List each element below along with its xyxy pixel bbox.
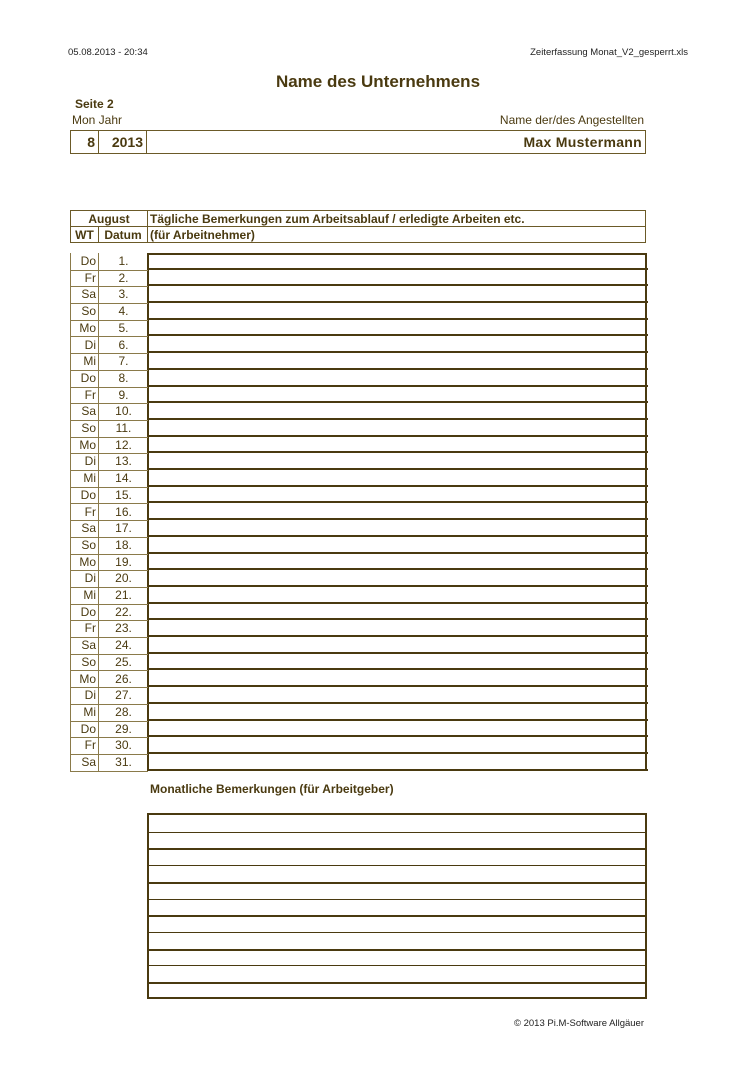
table-row bbox=[70, 520, 648, 537]
weekday-cell: Do bbox=[80, 604, 96, 619]
monthly-remark-line bbox=[149, 848, 645, 850]
weekday-cell: Mi bbox=[83, 704, 96, 719]
daily-remark-field[interactable] bbox=[148, 286, 648, 303]
daily-remark-field[interactable] bbox=[148, 537, 648, 554]
weekday-cell: Mo bbox=[79, 554, 96, 569]
table-row bbox=[70, 487, 648, 504]
date-cell: 12. bbox=[115, 437, 132, 452]
date-cell: 14. bbox=[115, 471, 132, 486]
weekday-cell: Mo bbox=[79, 437, 96, 452]
daily-remark-field[interactable] bbox=[148, 253, 648, 270]
weekday-cell: Sa bbox=[81, 287, 96, 302]
mon-jahr-label: Mon Jahr bbox=[72, 113, 123, 127]
date-cell: 30. bbox=[115, 738, 132, 753]
daily-remark-field[interactable] bbox=[148, 320, 648, 337]
monthly-remark-line bbox=[149, 899, 645, 900]
daily-table bbox=[70, 253, 648, 773]
weekday-cell: Do bbox=[80, 370, 96, 385]
date-cell: 9. bbox=[118, 387, 129, 402]
weekday-cell: Sa bbox=[81, 404, 96, 419]
table-row bbox=[70, 286, 648, 303]
weekday-cell: Do bbox=[80, 487, 96, 502]
date-cell: 5. bbox=[118, 320, 129, 335]
date-cell: 19. bbox=[115, 554, 132, 569]
daily-remark-field[interactable] bbox=[148, 487, 648, 504]
weekday-cell: So bbox=[81, 421, 96, 435]
daily-remark-field[interactable] bbox=[148, 570, 648, 587]
daily-remark-field[interactable] bbox=[148, 420, 648, 437]
date-cell: 22. bbox=[115, 604, 132, 619]
daily-remark-field[interactable] bbox=[148, 554, 648, 571]
weekday-cell: Mo bbox=[79, 671, 96, 686]
date-cell: 8. bbox=[118, 370, 129, 385]
monthly-remark-line bbox=[149, 965, 645, 966]
remarks-subtitle: (für Arbeitnehmer) bbox=[150, 228, 255, 242]
month-name: August bbox=[71, 211, 148, 227]
weekday-cell: Mi bbox=[83, 471, 96, 486]
date-cell: 25. bbox=[115, 654, 132, 669]
table-row bbox=[70, 570, 648, 587]
table-row bbox=[70, 470, 648, 487]
daily-remark-field[interactable] bbox=[148, 270, 648, 287]
table-row bbox=[70, 353, 648, 370]
weekday-cell: Fr bbox=[84, 270, 96, 285]
weekday-cell: Sa bbox=[81, 755, 96, 769]
page-label: Seite 2 bbox=[75, 97, 114, 111]
monthly-remark-line bbox=[149, 982, 645, 984]
file-name: Zeiterfassung Monat_V2_gesperrt.xls bbox=[530, 47, 688, 58]
table-row bbox=[70, 453, 648, 470]
table-row bbox=[70, 754, 648, 771]
monthly-remark-line bbox=[149, 882, 645, 884]
table-row bbox=[70, 370, 648, 387]
weekday-cell: Di bbox=[84, 454, 96, 469]
daily-remark-field[interactable] bbox=[148, 737, 648, 754]
table-header bbox=[70, 210, 646, 243]
weekday-cell: Fr bbox=[84, 621, 96, 636]
date-cell: 31. bbox=[115, 755, 132, 769]
weekday-cell: Sa bbox=[81, 638, 96, 653]
daily-remark-field[interactable] bbox=[148, 453, 648, 470]
weekday-cell: So bbox=[81, 654, 96, 669]
wt-header: WT bbox=[71, 227, 99, 243]
weekday-cell: Sa bbox=[81, 521, 96, 536]
table-row bbox=[70, 637, 648, 654]
date-cell: 6. bbox=[118, 337, 129, 352]
month-value[interactable]: 8 bbox=[71, 131, 99, 153]
table-row bbox=[70, 337, 648, 354]
daily-remark-field[interactable] bbox=[148, 520, 648, 537]
daily-remark-field[interactable] bbox=[148, 437, 648, 454]
table-row bbox=[70, 403, 648, 420]
daily-remark-field[interactable] bbox=[148, 504, 648, 521]
weekday-cell: So bbox=[81, 304, 96, 319]
daily-remark-field[interactable] bbox=[148, 604, 648, 621]
table-row bbox=[70, 303, 648, 320]
table-row bbox=[70, 320, 648, 337]
table-row bbox=[70, 721, 648, 738]
table-row bbox=[70, 420, 648, 437]
date-cell: 27. bbox=[115, 688, 132, 703]
weekday-cell: Mo bbox=[79, 320, 96, 335]
daily-remark-field[interactable] bbox=[148, 754, 648, 771]
date-cell: 15. bbox=[115, 487, 132, 502]
table-row bbox=[70, 654, 648, 671]
monthly-remark-line bbox=[149, 932, 645, 933]
date-cell: 10. bbox=[115, 404, 132, 419]
table-row bbox=[70, 537, 648, 554]
table-row bbox=[70, 687, 648, 704]
date-cell: 18. bbox=[115, 537, 132, 552]
daily-remark-field[interactable] bbox=[148, 353, 648, 370]
employee-name-value[interactable]: Max Mustermann bbox=[523, 134, 642, 150]
table-row bbox=[70, 253, 648, 270]
daily-remarks-title: Tägliche Bemerkungen zum Arbeitsablauf / erledigte Arbeiten etc. bbox=[148, 211, 645, 227]
monthly-remark-line bbox=[149, 865, 645, 866]
daily-remark-field[interactable] bbox=[148, 303, 648, 320]
table-row bbox=[70, 554, 648, 571]
weekday-cell: Di bbox=[84, 337, 96, 352]
date-cell: 16. bbox=[115, 504, 132, 519]
weekday-cell: Fr bbox=[84, 504, 96, 519]
table-row bbox=[70, 587, 648, 604]
date-cell: 1. bbox=[118, 254, 129, 268]
date-cell: 7. bbox=[118, 354, 129, 369]
print-timestamp: 05.08.2013 - 20:34 bbox=[68, 47, 148, 58]
daily-remark-field[interactable] bbox=[148, 387, 648, 404]
daily-remark-field[interactable] bbox=[148, 470, 648, 487]
weekday-cell: Fr bbox=[84, 387, 96, 402]
daily-remark-field[interactable] bbox=[148, 704, 648, 721]
daily-remark-field[interactable] bbox=[148, 687, 648, 704]
date-cell: 2. bbox=[118, 270, 129, 285]
date-cell: 26. bbox=[115, 671, 132, 686]
daily-remark-field[interactable] bbox=[148, 370, 648, 387]
weekday-cell: Mi bbox=[83, 588, 96, 602]
table-row bbox=[70, 270, 648, 287]
employee-label: Name der/des Angestellten bbox=[499, 113, 644, 127]
date-cell: 21. bbox=[115, 588, 132, 602]
date-cell: 24. bbox=[115, 638, 132, 653]
daily-remark-field[interactable] bbox=[148, 721, 648, 738]
date-cell: 4. bbox=[118, 304, 129, 319]
weekday-cell: Di bbox=[84, 688, 96, 703]
weekday-cell: Fr bbox=[84, 738, 96, 753]
table-row bbox=[70, 620, 648, 637]
table-row bbox=[70, 704, 648, 721]
daily-remark-field[interactable] bbox=[148, 587, 648, 604]
date-cell: 13. bbox=[115, 454, 132, 469]
daily-remark-field[interactable] bbox=[148, 620, 648, 637]
weekday-cell: So bbox=[81, 537, 96, 552]
daily-remark-field[interactable] bbox=[148, 337, 648, 354]
table-row bbox=[70, 387, 648, 404]
table-row bbox=[70, 437, 648, 454]
weekday-cell: Do bbox=[80, 721, 96, 736]
date-cell: 3. bbox=[118, 287, 129, 302]
table-row bbox=[70, 604, 648, 621]
daily-remark-field[interactable] bbox=[148, 654, 648, 671]
table-row bbox=[70, 671, 648, 688]
weekday-cell: Mi bbox=[83, 354, 96, 369]
monthly-remarks-title: Monatliche Bemerkungen (für Arbeitgeber) bbox=[150, 782, 394, 796]
table-row bbox=[70, 504, 648, 521]
monthly-remark-line bbox=[149, 832, 645, 833]
table-row bbox=[70, 737, 648, 754]
year-value[interactable]: 2013 bbox=[99, 131, 147, 153]
datum-header: Datum bbox=[99, 227, 148, 243]
weekday-cell: Di bbox=[84, 571, 96, 586]
footer-copyright: © 2013 Pi.M-Software Allgäuer bbox=[513, 1018, 644, 1029]
daily-remark-field[interactable] bbox=[148, 403, 648, 420]
date-cell: 28. bbox=[115, 704, 132, 719]
date-cell: 20. bbox=[115, 571, 132, 586]
monthly-remarks-box[interactable] bbox=[147, 813, 647, 999]
monthly-remark-line bbox=[149, 949, 645, 951]
company-title: Name des Unternehmens bbox=[275, 72, 481, 91]
employee-info-box bbox=[70, 130, 646, 154]
date-cell: 23. bbox=[115, 621, 132, 636]
daily-remark-field[interactable] bbox=[148, 671, 648, 688]
weekday-cell: Do bbox=[80, 254, 96, 268]
date-cell: 17. bbox=[115, 521, 132, 536]
monthly-remark-line bbox=[149, 915, 645, 917]
date-cell: 29. bbox=[115, 721, 132, 736]
date-cell: 11. bbox=[115, 421, 132, 435]
daily-remark-field[interactable] bbox=[148, 637, 648, 654]
